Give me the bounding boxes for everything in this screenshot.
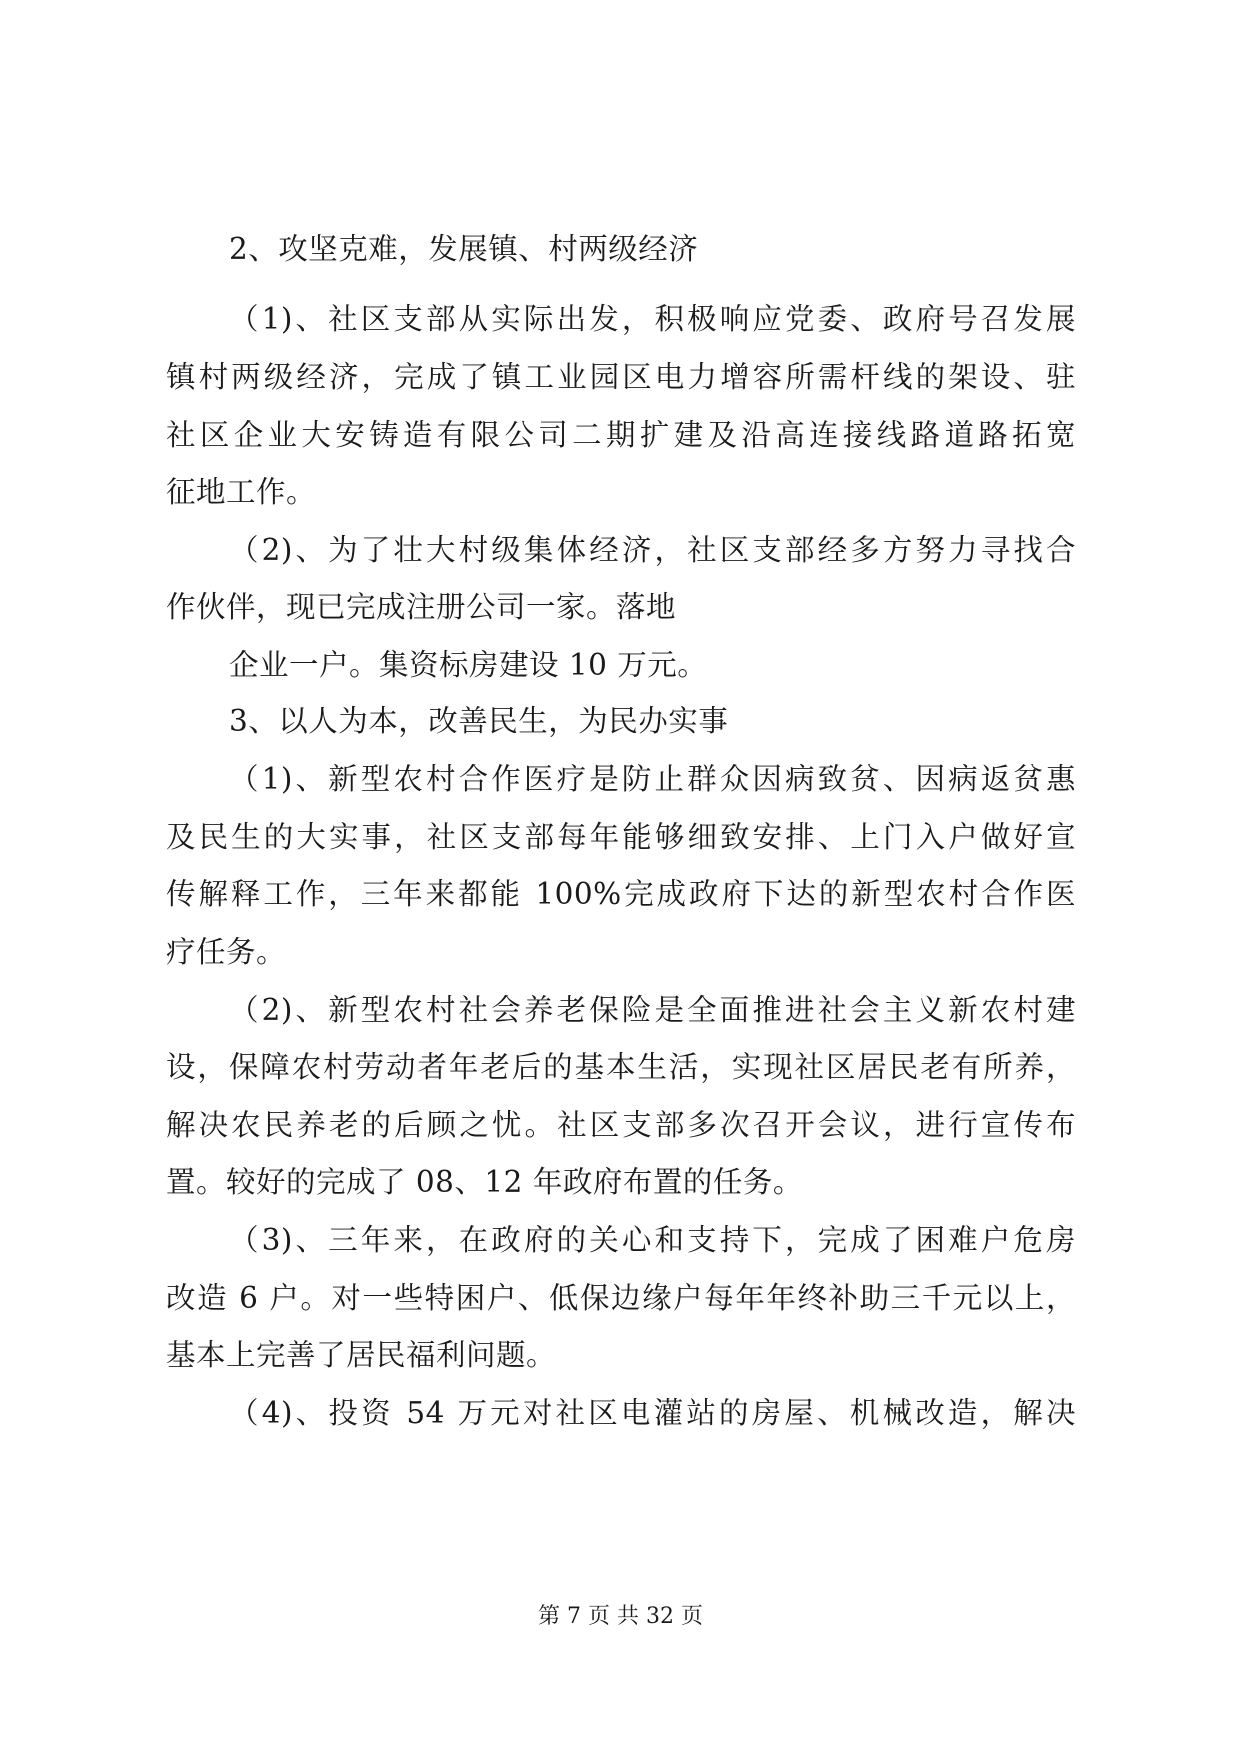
paragraph-line: 置。较好的完成了 08、12 年政府布置的任务。	[166, 1165, 803, 1199]
page-footer: 第 7 页 共 32 页	[538, 1604, 703, 1629]
paragraph-line: （3)、三年来，在政府的关心和支持下，完成了困难户危房	[229, 1223, 1076, 1257]
paragraph-line: 征地工作。	[166, 475, 317, 509]
paragraph-line: 传解释工作，三年来都能 100%完成政府下达的新型农村合作医	[166, 877, 1076, 911]
paragraph-line: 作伙伴，现已完成注册公司一家。落地	[166, 590, 677, 624]
section-heading-2: 2、攻坚克难，发展镇、村两级经济	[229, 232, 699, 266]
paragraph-line: 疗任务。	[166, 935, 287, 969]
paragraph-line: 镇村两级经济，完成了镇工业园区电力增容所需杆线的架设、驻	[166, 360, 1076, 394]
paragraph-line: （1)、社区支部从实际出发，积极响应党委、政府号召发展	[229, 302, 1076, 336]
paragraph-line: 改造 6 户。对一些特困户、低保边缘户每年年终补助三千元以上，	[166, 1281, 1076, 1315]
paragraph-line: （1)、新型农村合作医疗是防止群众因病致贫、因病返贫惠	[229, 762, 1076, 796]
paragraph-line: 社区企业大安铸造有限公司二期扩建及沿高连接线路道路拓宽	[166, 418, 1076, 452]
paragraph-line: 设，保障农村劳动者年老后的基本生活，实现社区居民老有所养，	[166, 1050, 1076, 1084]
paragraph-line: 基本上完善了居民福利问题。	[166, 1338, 557, 1372]
paragraph-line: 企业一户。集资标房建设 10 万元。	[229, 648, 708, 682]
paragraph-line: 及民生的大实事，社区支部每年能够细致安排、上门入户做好宣	[166, 820, 1076, 854]
paragraph-line: 解决农民养老的后顾之忧。社区支部多次召开会议，进行宣传布	[166, 1108, 1076, 1142]
paragraph-line: （2)、为了壮大村级集体经济，社区支部经多方努力寻找合	[229, 533, 1076, 567]
section-heading-3: 3、以人为本，改善民生，为民办实事	[229, 704, 729, 738]
paragraph-line: （4)、投资 54 万元对社区电灌站的房屋、机械改造，解决	[229, 1396, 1076, 1430]
paragraph-line: （2)、新型农村社会养老保险是全面推进社会主义新农村建	[229, 993, 1076, 1027]
